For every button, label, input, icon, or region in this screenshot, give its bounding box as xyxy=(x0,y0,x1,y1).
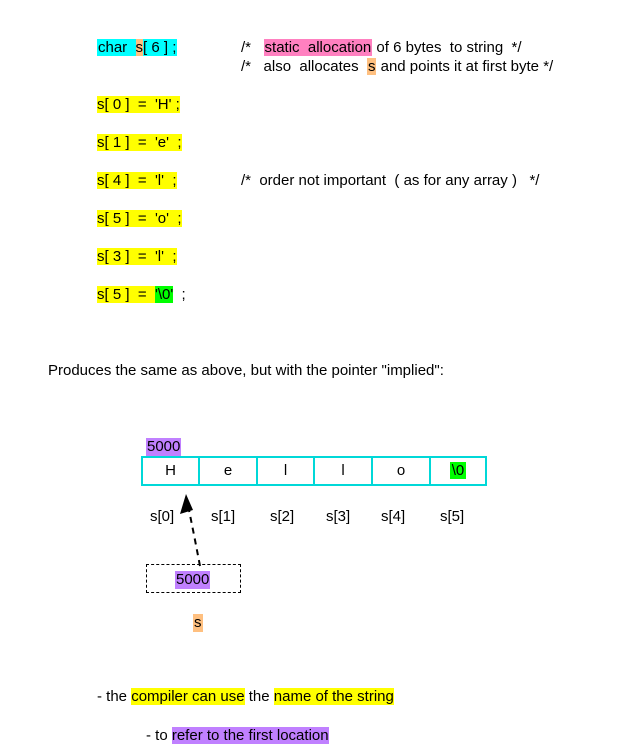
compiler-highlight: compiler can use xyxy=(131,688,245,705)
array-cell: l xyxy=(341,462,345,479)
array-index-label: s[5] xyxy=(440,508,465,525)
pointer-name-label: s xyxy=(194,614,202,631)
array-index-label: s[3] xyxy=(326,508,351,525)
code-line-4: s[ 3 ] = 'l' ; xyxy=(97,248,177,265)
comment-order-not-important: /* order not important ( as for any array ) */ xyxy=(241,172,540,189)
comment-static-allocation: /* static allocation of 6 bytes to string */ xyxy=(241,39,522,56)
array-cell: H xyxy=(165,462,176,479)
array-index-label: s[4] xyxy=(381,508,406,525)
comment-var-highlight: s xyxy=(367,58,376,75)
code-line-0: s[ 0 ] = 'H' ; xyxy=(97,96,180,113)
array-cell: o xyxy=(396,462,406,479)
comment-points-first-byte: /* also allocates s and points it at first byte */ xyxy=(241,58,554,75)
null-terminator-highlight: '\0' xyxy=(154,286,174,303)
decl-var-name: s xyxy=(135,39,144,56)
decl-keyword: char s[ 6 ] ; xyxy=(98,39,177,56)
array-cell: e xyxy=(223,462,233,479)
code-line-1: s[ 1 ] = 'e' ; xyxy=(97,134,182,151)
array-index-label: s[0] xyxy=(150,508,175,525)
note-line-2: - to refer to the first location xyxy=(146,727,329,744)
note-line-1: - the compiler can use the name of the string xyxy=(97,688,394,705)
code-line-null-terminator: s[ 5 ] = '\0' ; xyxy=(97,286,186,303)
pointer-box-value: 5000 xyxy=(176,571,210,588)
array-cell: l xyxy=(283,462,288,479)
address-label: 5000 xyxy=(147,438,181,455)
array-index-label: s[1] xyxy=(211,508,236,525)
code-line-3: s[ 5 ] = 'o' ; xyxy=(97,210,182,227)
code-line-2: s[ 4 ] = 'l' ; xyxy=(97,172,177,189)
static-allocation-highlight: static allocation xyxy=(264,39,372,56)
string-name-highlight: name of the string xyxy=(273,688,394,705)
array-index-label: s[2] xyxy=(270,508,295,525)
first-location-highlight: refer to the first location xyxy=(171,727,329,744)
explanation-text: Produces the same as above, but with the pointer "implied": xyxy=(48,362,444,379)
array-cell-null: \0 xyxy=(451,462,465,479)
